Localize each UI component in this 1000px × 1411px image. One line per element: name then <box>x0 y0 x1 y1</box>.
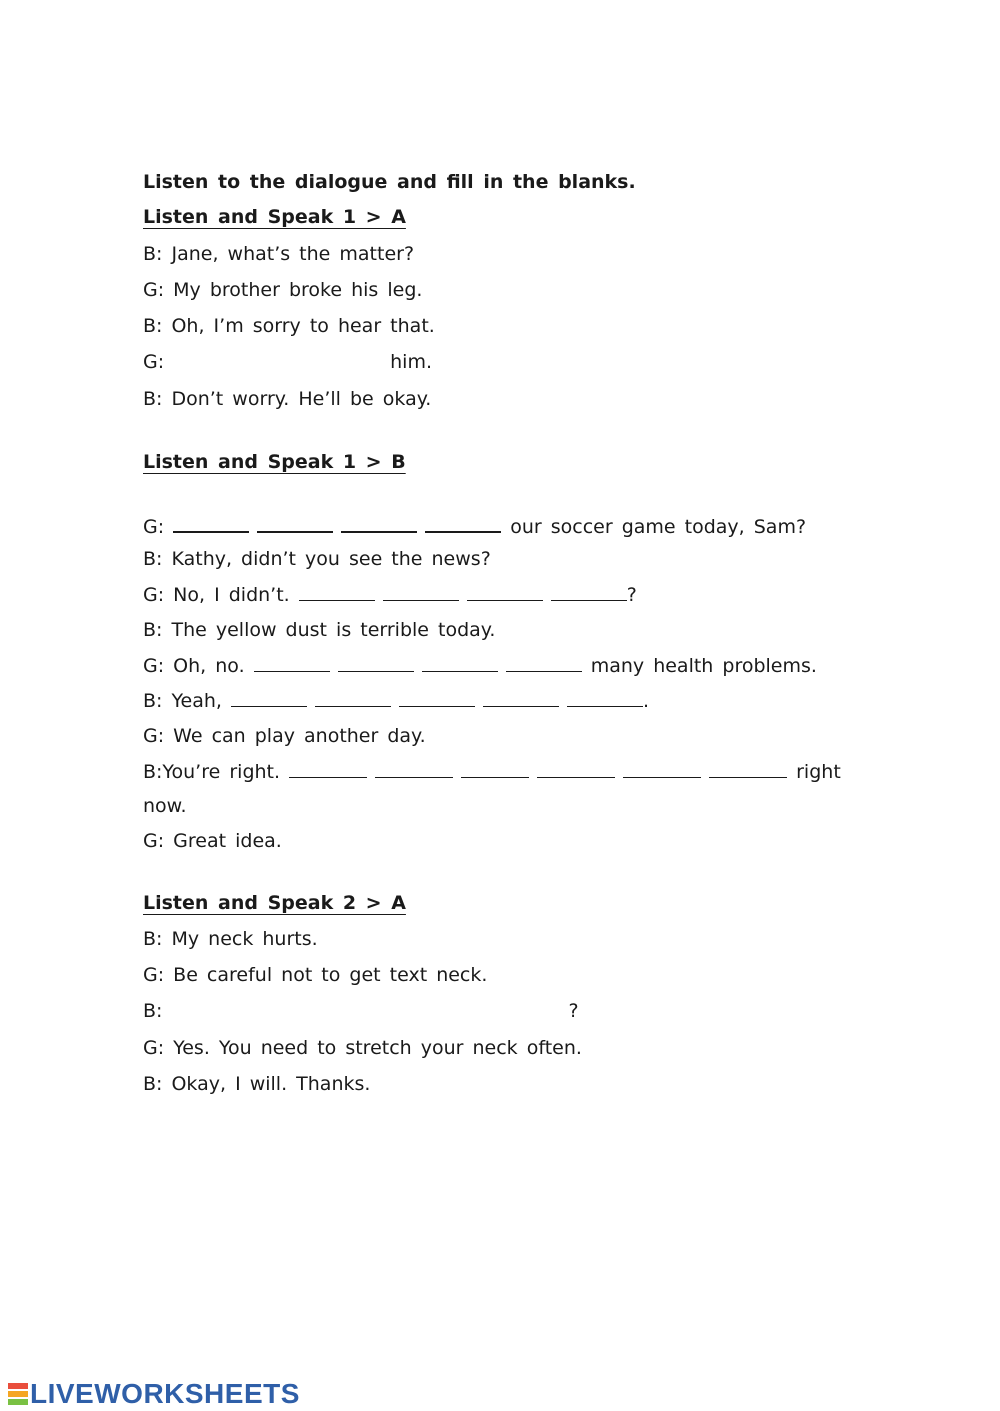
answer-blank[interactable] <box>623 759 701 778</box>
dialogue-line: G: Yes. You need to stretch your neck often. <box>143 1037 582 1059</box>
speaker-label: G: Oh, no. <box>143 655 245 677</box>
line-end: our soccer game today, Sam? <box>510 516 807 538</box>
answer-blank[interactable] <box>567 688 643 707</box>
dialogue-line <box>143 582 637 607</box>
answer-blank[interactable] <box>299 582 375 601</box>
answer-blank[interactable] <box>231 688 307 707</box>
logo-mark-icon <box>8 1382 28 1406</box>
dialogue-line <box>143 759 841 784</box>
section-heading-2a: Listen and Speak 2 > A <box>143 892 406 914</box>
instruction: Listen to the dialogue and fill in the blanks. <box>143 171 636 193</box>
dialogue-line: B: Oh, I’m sorry to hear that. <box>143 315 435 337</box>
answer-blank[interactable] <box>461 759 529 778</box>
dialogue-line: G: My brother broke his leg. <box>143 279 423 301</box>
answer-blank[interactable] <box>173 513 249 533</box>
answer-blank[interactable] <box>467 582 543 601</box>
dialogue-line <box>143 688 649 713</box>
speaker-label: G: <box>143 516 165 538</box>
speaker-label: B: <box>143 1000 163 1022</box>
dialogue-line <box>143 999 579 1023</box>
liveworksheets-logo <box>8 1379 300 1409</box>
answer-blank[interactable] <box>257 513 333 533</box>
line-end: ? <box>626 584 637 606</box>
line-end: him. <box>390 351 432 373</box>
dialogue-line: B: Jane, what’s the matter? <box>143 243 415 265</box>
speaker-label: G: No, I didn’t. <box>143 584 290 606</box>
dialogue-line <box>143 513 806 539</box>
answer-blank[interactable] <box>506 653 582 672</box>
logo-text: LIVEWORKSHEETS <box>30 1378 300 1409</box>
dialogue-line: G: Great idea. <box>143 830 282 852</box>
logo-bar-orange <box>8 1391 28 1397</box>
dialogue-line <box>143 350 432 374</box>
answer-gap[interactable] <box>164 367 390 368</box>
answer-gap[interactable] <box>162 1016 568 1017</box>
answer-blank[interactable] <box>399 688 475 707</box>
answer-blank[interactable] <box>483 688 559 707</box>
dialogue-line: now. <box>143 795 187 817</box>
answer-blank[interactable] <box>537 759 615 778</box>
answer-blank[interactable] <box>709 759 787 778</box>
answer-blank[interactable] <box>551 582 627 601</box>
logo-bar-red <box>8 1383 28 1389</box>
answer-blank[interactable] <box>375 759 453 778</box>
dialogue-line: G: Be careful not to get text neck. <box>143 964 488 986</box>
answer-blank[interactable] <box>383 582 459 601</box>
answer-blank[interactable] <box>315 688 391 707</box>
answer-blank[interactable] <box>254 653 330 672</box>
speaker-label: B: Yeah, <box>143 690 222 712</box>
logo-bar-green <box>8 1399 28 1405</box>
speaker-label: G: <box>143 351 165 373</box>
line-end: many health problems. <box>590 655 817 677</box>
answer-blank[interactable] <box>425 513 501 533</box>
answer-blank[interactable] <box>338 653 414 672</box>
dialogue-line: B: Okay, I will. Thanks. <box>143 1073 371 1095</box>
section-heading-1a: Listen and Speak 1 > A <box>143 206 406 228</box>
answer-blank[interactable] <box>289 759 367 778</box>
speaker-label: B:You’re right. <box>143 761 281 783</box>
line-end: ? <box>568 1000 579 1022</box>
dialogue-line: G: We can play another day. <box>143 725 426 747</box>
dialogue-line: B: My neck hurts. <box>143 928 318 950</box>
dialogue-line <box>143 653 817 678</box>
answer-blank[interactable] <box>422 653 498 672</box>
dialogue-line: B: Don’t worry. He’ll be okay. <box>143 388 432 410</box>
answer-blank[interactable] <box>341 513 417 533</box>
dialogue-line: B: The yellow dust is terrible today. <box>143 619 496 641</box>
line-end: . <box>643 690 650 712</box>
dialogue-line: B: Kathy, didn’t you see the news? <box>143 548 491 570</box>
line-end: right <box>796 761 841 783</box>
section-heading-1b: Listen and Speak 1 > B <box>143 451 406 473</box>
